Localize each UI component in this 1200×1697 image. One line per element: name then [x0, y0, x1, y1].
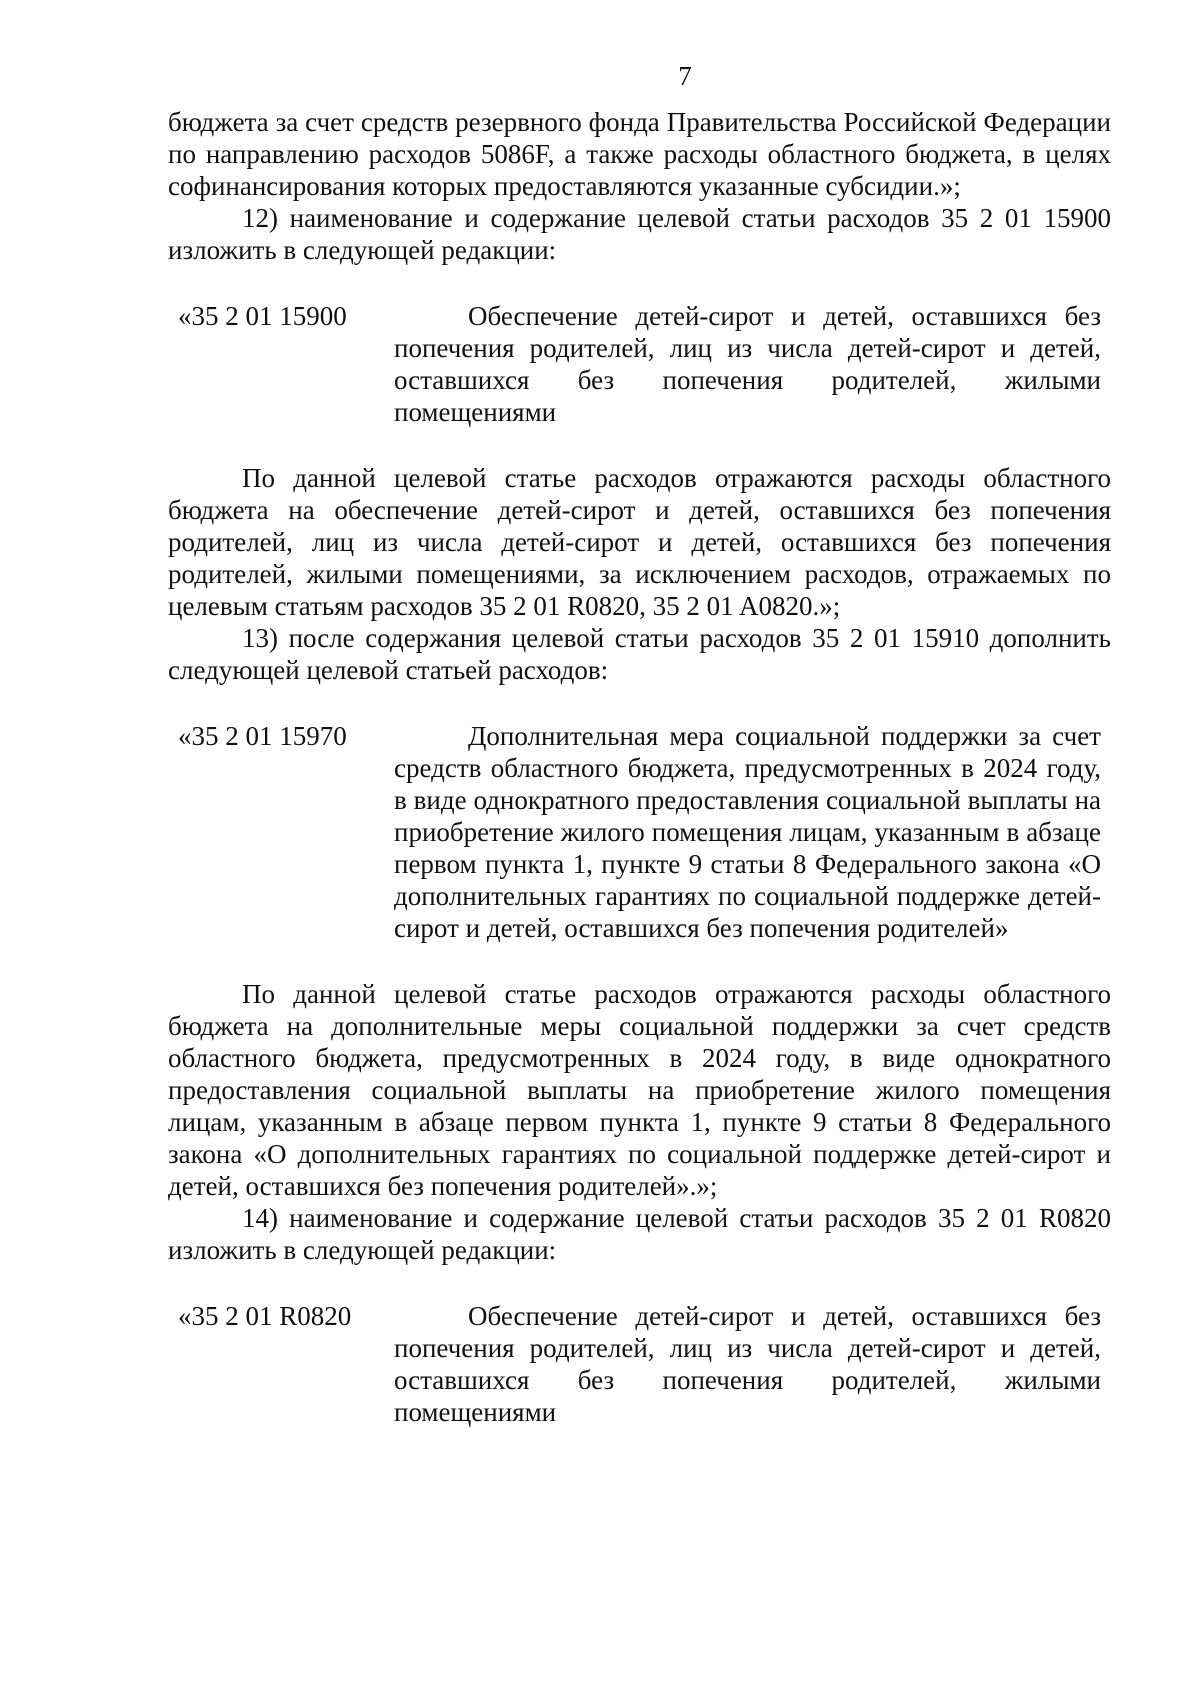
expense-article-title: Обеспечение детей-сирот и детей, оставшихся без попечения родителей, лиц из числа детей-сирот и детей, оставшихся без попечения родителей, жилыми помещениями: [394, 1301, 1101, 1427]
expense-article-entry: [168, 300, 1111, 428]
document-body: [168, 106, 1111, 1462]
paragraph-item-12: 12) наименование и содержание целевой статьи расходов 35 2 01 15900 изложить в следующей редакции:: [168, 203, 1111, 265]
expense-article-entry: [168, 1300, 1111, 1428]
page-number: 7: [678, 61, 692, 91]
paragraph-item-14: 14) наименование и содержание целевой статьи расходов 35 2 01 R0820 изложить в следующей редакции:: [168, 1203, 1111, 1265]
paragraph-item-13: 13) после содержания целевой статьи расходов 35 2 01 15910 дополнить следующей целевой статьей расходов:: [168, 623, 1111, 685]
expense-article-title: Обеспечение детей-сирот и детей, оставшихся без попечения родителей, лиц из числа детей-сирот и детей, оставшихся без попечения родителей, жилыми помещениями: [394, 301, 1101, 427]
paragraph-article-description: По данной целевой статье расходов отражаются расходы областного бюджета на дополнительные меры социальной поддержки за счет средств областного бюджета, предусмотренных в 2024 году, в виде однократного предоставления социальной выплаты на приобретение жилого помещения лицам, указанным в абзаце первом пункта 1, пункте 9 статьи 8 Федерального закона «О дополнительных гарантиях по социальной поддержке детей-сирот и детей, оставшихся без попечения родителей».»;: [168, 979, 1111, 1201]
expense-article-entry: [168, 720, 1111, 944]
expense-article-code: «35 2 01 15900: [178, 301, 347, 331]
expense-article-code: «35 2 01 R0820: [178, 1301, 352, 1331]
expense-article-title: Дополнительная мера социальной поддержки за счет средств областного бюджета, предусмотренных в 2024 году, в виде однократного предоставления социальной выплаты на приобретение жилого помещения лицам, указанным в абзаце первом пункта 1, пункте 9 статьи 8 Федерального закона «О дополнительных гарантиях по социальной поддержке детей-сирот и детей, оставшихся без попечения родителей»: [394, 721, 1101, 943]
paragraph-subsidy-continuation: бюджета за счет средств резервного фонда Правительства Российской Федерации по направлению расходов 5086F, а также расходы областного бюджета, в целях софинансирования которых предоставляются указанные субсидии.»;: [168, 107, 1111, 201]
expense-article-code: «35 2 01 15970: [178, 721, 347, 751]
paragraph-article-description: По данной целевой статье расходов отражаются расходы областного бюджета на обеспечение детей-сирот и детей, оставшихся без попечения родителей, лиц из числа детей-сирот и детей, оставшихся без попечения родителей, жилыми помещениями, за исключением расходов, отражаемых по целевым статьям расходов 35 2 01 R0820, 35 2 01 A0820.»;: [168, 463, 1111, 621]
